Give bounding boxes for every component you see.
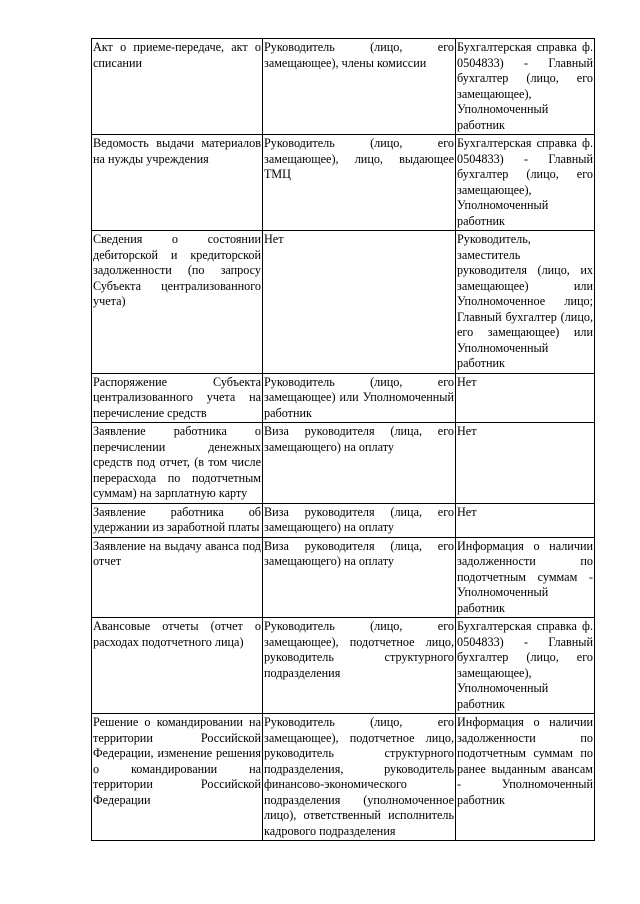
- document-name-cell: Ведомость выдачи материалов на нужды учреждения: [92, 135, 263, 231]
- document-page: [91, 38, 594, 841]
- document-name-cell: Решение о командировании на территории Российской Федерации, изменение решения о командировании на территории Российской Федерации: [92, 714, 263, 841]
- signatures-table: [91, 38, 595, 841]
- signatories-cell: Руководитель (лицо, его замещающее), подотчетное лицо, руководитель структурного подразделения, руководитель финансово-экономического подразделения (уполномоченное лицо), ответственный исполнитель кадрового подразделения: [263, 714, 456, 841]
- additional-info-cell: Нет: [456, 503, 595, 537]
- table-row: [92, 135, 595, 231]
- document-name-cell: Заявление работника об удержании из заработной платы: [92, 503, 263, 537]
- signatories-cell: Руководитель (лицо, его замещающее), подотчетное лицо, руководитель структурного подразделения: [263, 618, 456, 714]
- additional-info-cell: Бухгалтерская справка ф. 0504833) - Главный бухгалтер (лицо, его замещающее), Уполномоченный работник: [456, 618, 595, 714]
- signatories-cell: Руководитель (лицо, его замещающее), лицо, выдающее ТМЦ: [263, 135, 456, 231]
- signatories-cell: Виза руководителя (лица, его замещающего) на оплату: [263, 537, 456, 618]
- additional-info-cell: Бухгалтерская справка ф. 0504833) - Главный бухгалтер (лицо, его замещающее), Уполномоченный работник: [456, 135, 595, 231]
- additional-info-cell: Нет: [456, 423, 595, 504]
- document-name-cell: Сведения о состоянии дебиторской и кредиторской задолженности (по запросу Субъекта централизованного учета): [92, 231, 263, 374]
- table-row: [92, 39, 595, 135]
- document-name-cell: Акт о приеме-передаче, акт о списании: [92, 39, 263, 135]
- signatories-cell: Руководитель (лицо, его замещающее), члены комиссии: [263, 39, 456, 135]
- additional-info-cell: Бухгалтерская справка ф. 0504833) - Главный бухгалтер (лицо, его замещающее), Уполномоченный работник: [456, 39, 595, 135]
- signatories-cell: Руководитель (лицо, его замещающее) или Уполномоченный работник: [263, 373, 456, 423]
- additional-info-cell: Руководитель, заместитель руководителя (лицо, их замещающее) или Уполномоченное лицо; Главный бухгалтер (лицо, его замещающее) или Уполномоченный работник: [456, 231, 595, 374]
- table-row: [92, 537, 595, 618]
- signatories-cell: Виза руководителя (лица, его замещающего) на оплату: [263, 503, 456, 537]
- signatories-cell: Нет: [263, 231, 456, 374]
- table-row: [92, 503, 595, 537]
- document-name-cell: Распоряжение Субъекта централизованного учета на перечисление средств: [92, 373, 263, 423]
- signatories-cell: Виза руководителя (лица, его замещающего) на оплату: [263, 423, 456, 504]
- table-row: [92, 423, 595, 504]
- additional-info-cell: Информация о наличии задолженности по подотчетным суммам - Уполномоченный работник: [456, 537, 595, 618]
- table-row: [92, 618, 595, 714]
- document-name-cell: Авансовые отчеты (отчет о расходах подотчетного лица): [92, 618, 263, 714]
- table-row: [92, 231, 595, 374]
- document-name-cell: Заявление на выдачу аванса под отчет: [92, 537, 263, 618]
- document-name-cell: Заявление работника о перечислении денежных средств под отчет, (в том числе перерасхода по подотчетным суммам) на зарплатную карту: [92, 423, 263, 504]
- table-row: [92, 714, 595, 841]
- table-row: [92, 373, 595, 423]
- additional-info-cell: Информация о наличии задолженности по подотчетным суммам по ранее выданным авансам - Уполномоченный работник: [456, 714, 595, 841]
- additional-info-cell: Нет: [456, 373, 595, 423]
